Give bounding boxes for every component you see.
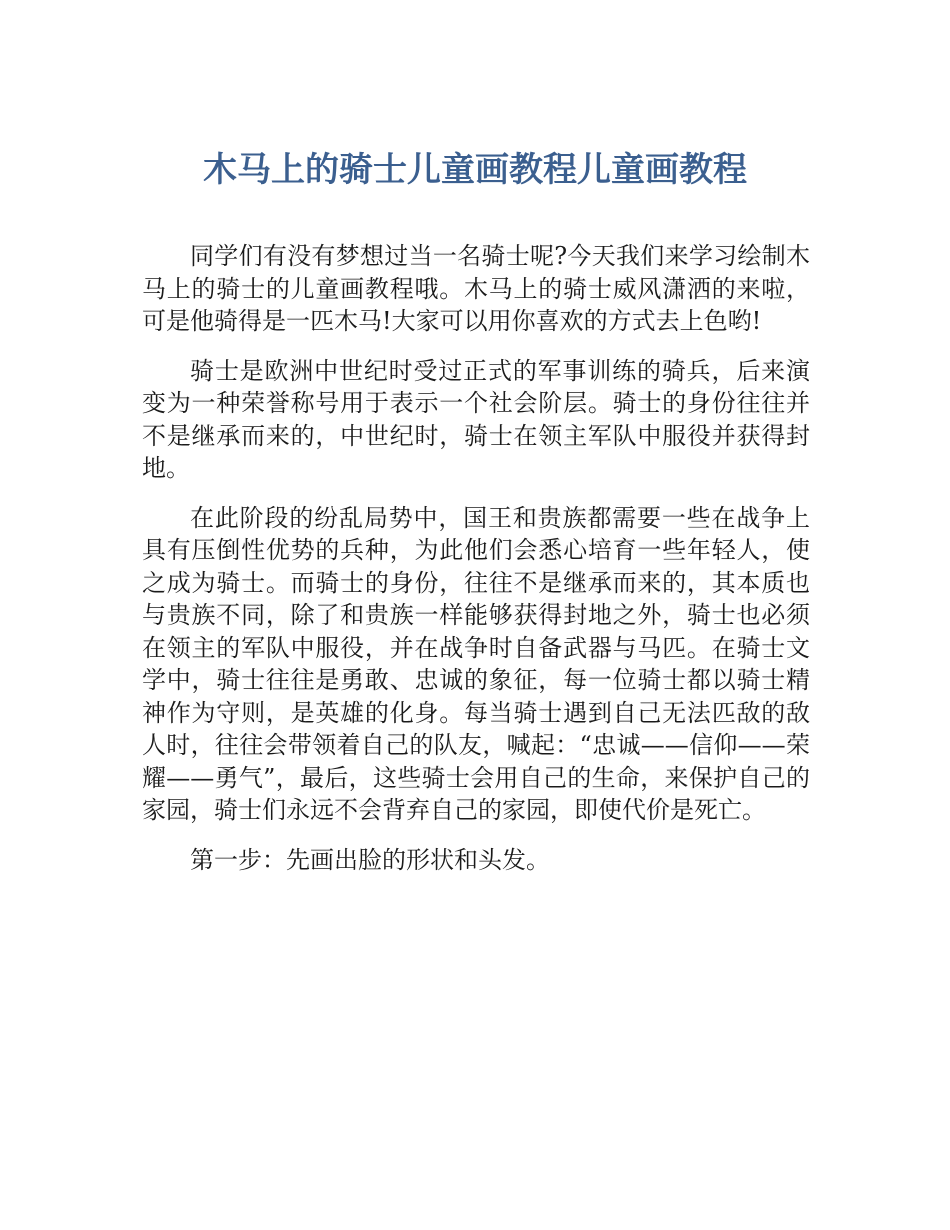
paragraph-knight-history: 在此阶段的纷乱局势中，国王和贵族都需要一些在战争上具有压倒性优势的兵种，为此他们会悉心培育一些年轻人，使之成为骑士。而骑士的身份，往往不是继承而来的，其本质也与贵族不同，除了和贵族一样能够获得封地之外，骑士也必须在领主的军队中服役，并在战争时自备武器与马匹。在骑士文学中，骑士往往是勇敢、忠诚的象征，每一位骑士都以骑士精神作为守则，是英雄的化身。每当骑士遇到自己无法匹敌的敌人时，往往会带领着自己的队友，喊起：“忠诚——信仰——荣耀——勇气”，最后，这些骑士会用自己的生命，来保护自己的家园，骑士们永远不会背弃自己的家园，即使代价是死亡。: [142, 503, 810, 824]
paragraph-step-one: 第一步：先画出脸的形状和头发。: [190, 845, 550, 874]
document-body: [142, 240, 810, 893]
paragraph-intro: 同学们有没有梦想过当一名骑士呢?今天我们来学习绘制木马上的骑士的儿童画教程哦。木马上的骑士威风潇洒的来啦，可是他骑得是一匹木马!大家可以用你喜欢的方式去上色哟!: [142, 242, 810, 335]
document-title: 木马上的骑士儿童画教程儿童画教程: [203, 150, 747, 190]
paragraph-knight-definition: 骑士是欧洲中世纪时受过正式的军事训练的骑兵，后来演变为一种荣誉称号用于表示一个社会阶层。骑士的身份往往并不是继承而来的，中世纪时，骑士在领主军队中服役并获得封地。: [142, 356, 810, 482]
